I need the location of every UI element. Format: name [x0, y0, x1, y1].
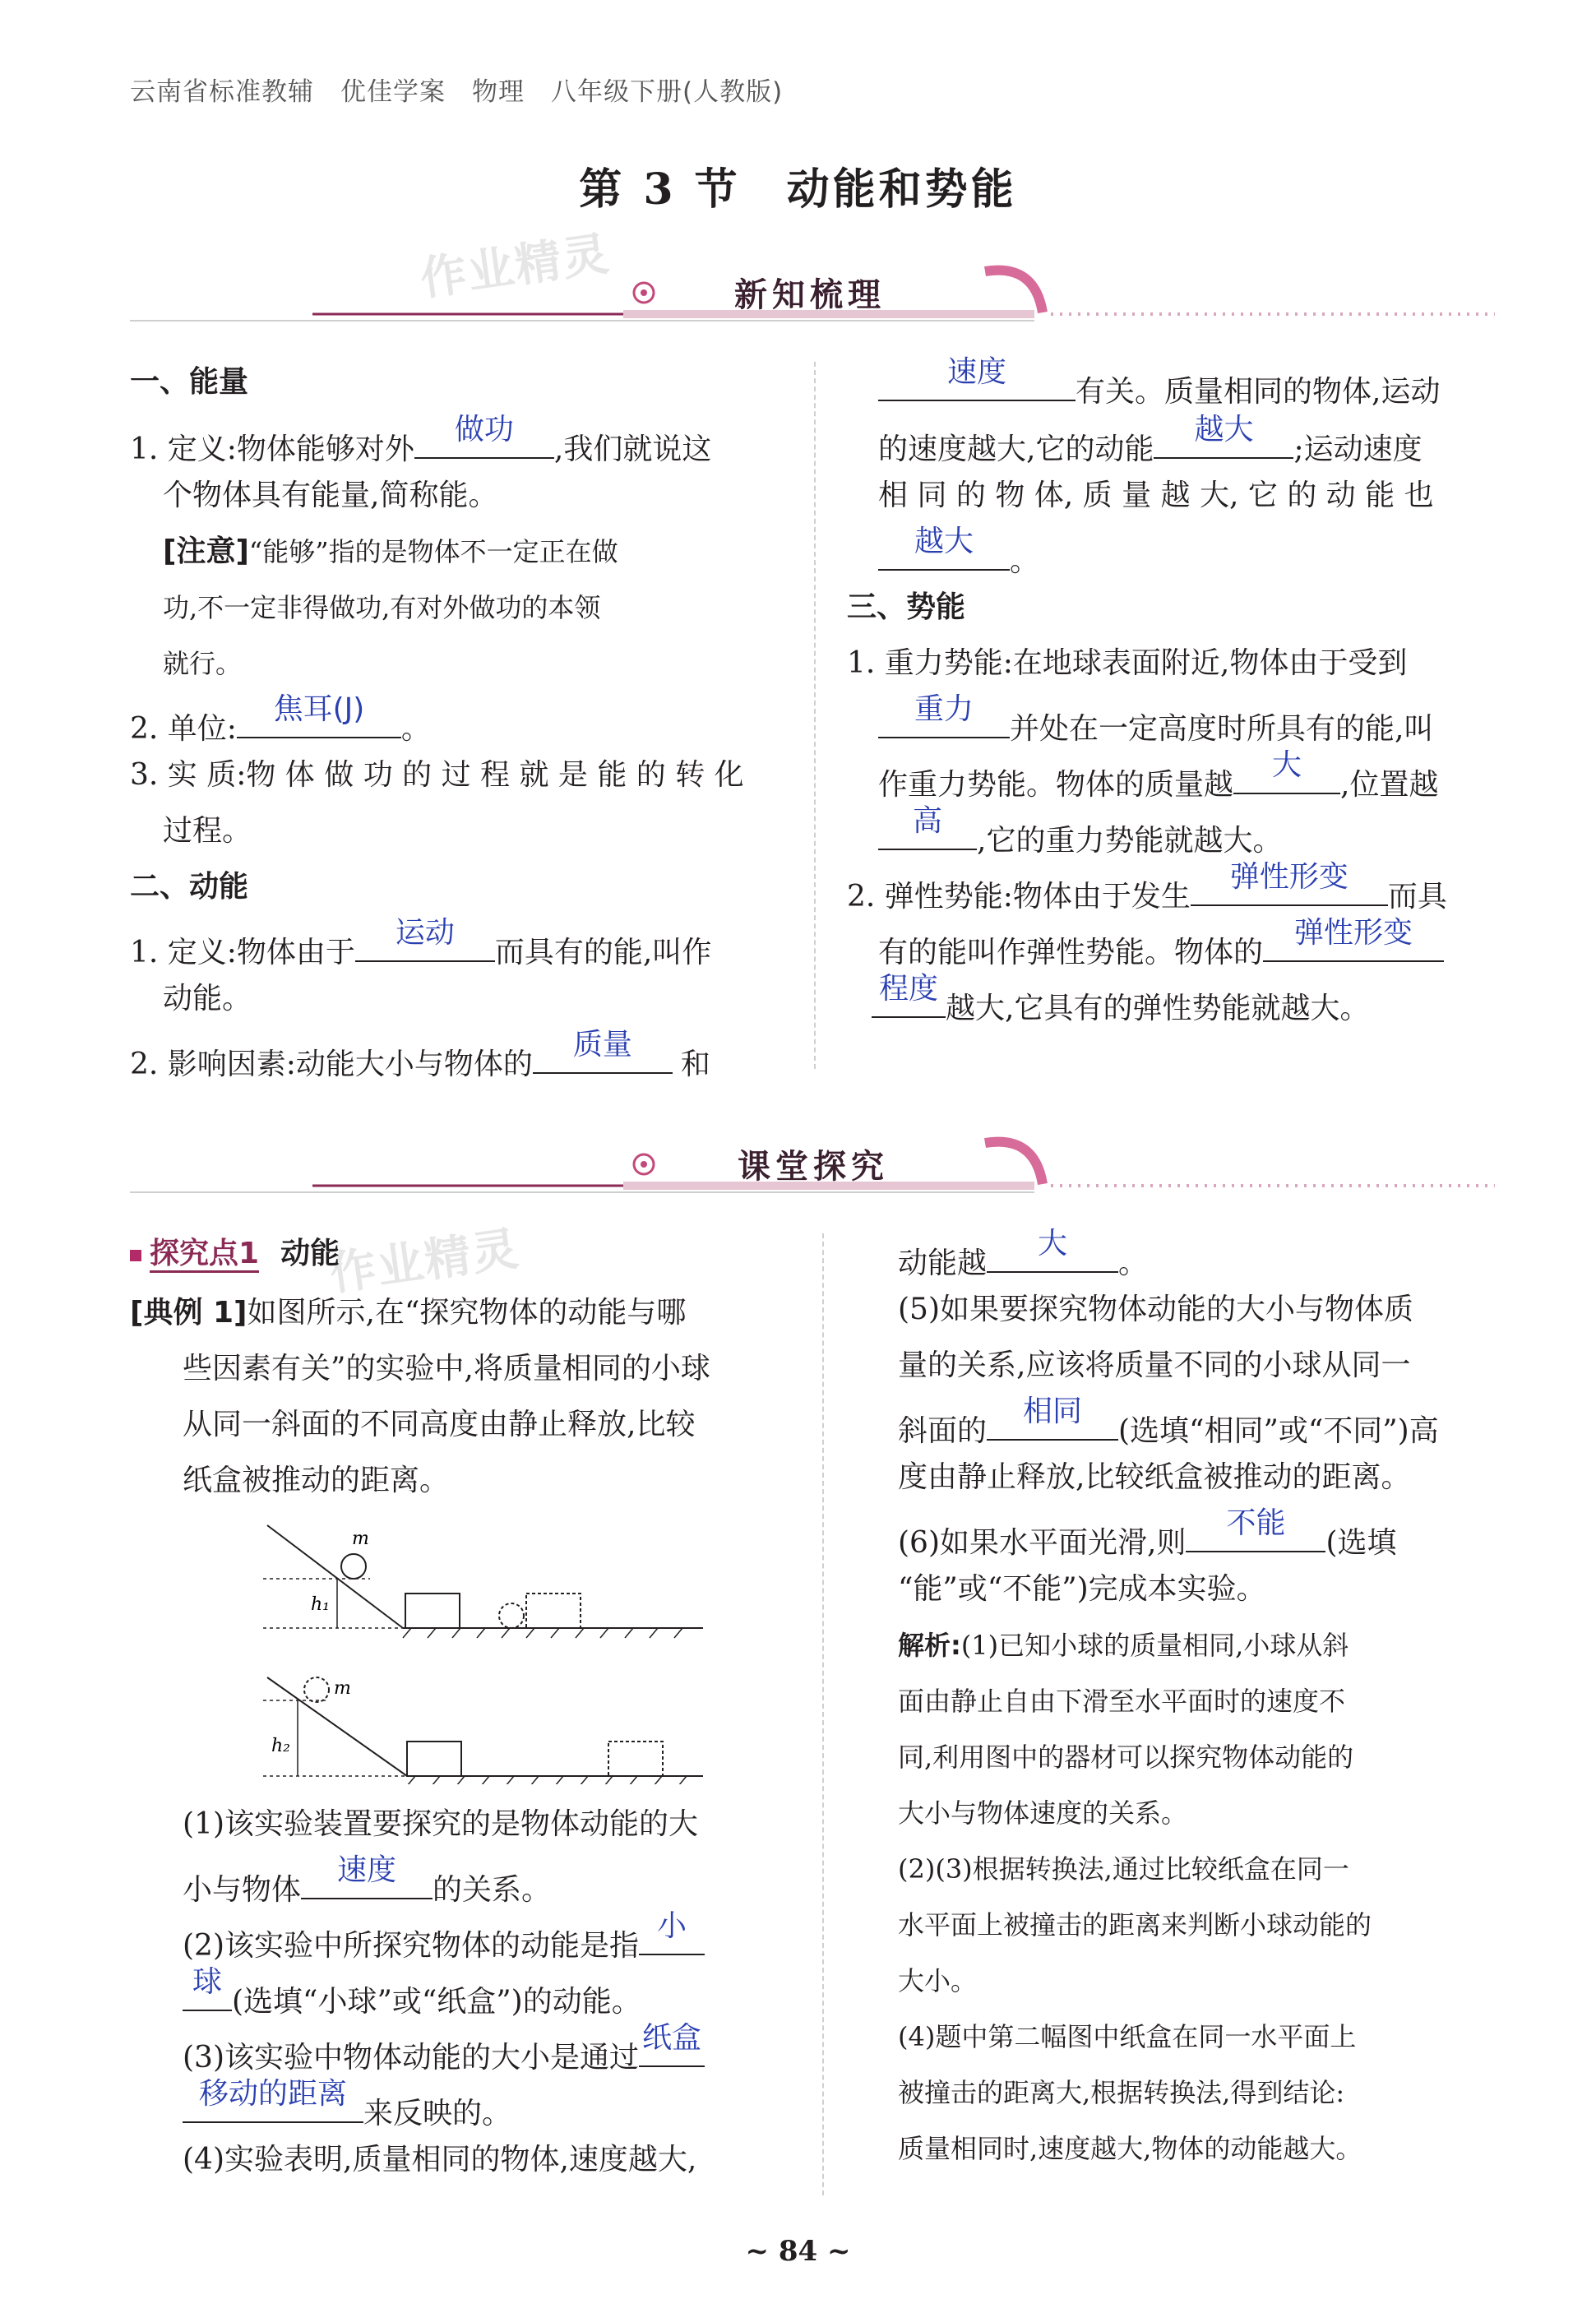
- answer-blank: 大: [1233, 756, 1340, 794]
- text-line: [典例 1]如图所示,在“探究物体的动能与哪: [130, 1296, 687, 1330]
- text-line: 个物体具有能量,简称能。: [163, 479, 498, 512]
- banner-new-knowledge: 新知梳理: [734, 275, 886, 314]
- explore-point-heading: 探究点1 动能: [130, 1235, 340, 1273]
- analysis-line: 大小。: [898, 1965, 978, 1996]
- answer-blank: 相同: [987, 1403, 1118, 1441]
- answer-blank: 越大: [878, 533, 1010, 571]
- answer-blank: 弹性形变: [1263, 924, 1444, 962]
- text-line: 球 (选填“小球”或“纸盒”)的动能。: [183, 1973, 641, 2021]
- text-line: 从同一斜面的不同高度由静止释放,比较: [183, 1408, 696, 1441]
- text-line: “能”或“不能”)完成本实验。: [898, 1572, 1266, 1606]
- text-line: (2)该实验中所探究物体的动能是指 小: [183, 1917, 705, 1965]
- text-line: (4)实验表明,质量相同的物体,速度越大,: [183, 2143, 697, 2176]
- heading-potential-energy: 三、势能: [847, 590, 966, 624]
- label-m: m: [334, 1678, 351, 1699]
- text-line: (6)如果水平面光滑,则 不能 (选填: [898, 1506, 1397, 1560]
- answer-blank: 大: [987, 1235, 1118, 1273]
- answer-blank: 运动: [355, 924, 495, 962]
- answer-blank: 弹性形变: [1191, 868, 1388, 906]
- text-line: 小与物体 速度 的关系。: [183, 1853, 552, 1907]
- text-line: (5)如果要探究物体动能的大小与物体质: [898, 1293, 1413, 1326]
- label-h2: h₂: [271, 1736, 290, 1756]
- text-line: 越大 。: [878, 533, 1039, 581]
- text-line: 1. 定义:物体能够对外 做功 ,我们就说这: [130, 413, 712, 466]
- experiment-figure: [247, 1513, 707, 1784]
- answer-blank: 做功: [414, 421, 554, 459]
- text-line: (1)该实验装置要探究的是物体动能的大: [183, 1807, 698, 1841]
- answer-blank: 速度: [301, 1862, 433, 1899]
- text-line: 相 同 的 物 体, 质 量 越 大, 它 的 动 能 也: [878, 479, 1434, 512]
- analysis-line: 解析:(1)已知小球的质量相同,小球从斜: [898, 1630, 1349, 1661]
- watermark: 作业精灵: [417, 227, 614, 307]
- answer-blank: 高: [878, 812, 977, 850]
- text-line: 动能越 大 。: [898, 1227, 1149, 1280]
- answer-blank: 速度: [878, 363, 1076, 401]
- text-line: 量的关系,应该将质量不同的小球从同一: [898, 1348, 1411, 1382]
- text-line: 速度 有关。质量相同的物体,运动: [878, 363, 1440, 411]
- text-line: 有的能叫作弹性势能。物体的 弹性形变: [878, 924, 1444, 972]
- analysis-line: (2)(3)根据转换法,通过比较纸盒在同一: [898, 1853, 1349, 1885]
- text-line: 2. 影响因素:动能大小与物体的 质量 和: [130, 1028, 710, 1081]
- analysis-line: 质量相同时,速度越大,物体的动能越大。: [898, 2133, 1362, 2164]
- text-line: 1. 定义:物体由于 运动 而具有的能,叫作: [130, 916, 712, 969]
- answer-blank: 越大: [1154, 421, 1293, 459]
- text-line: 斜面的 相同 (选填“相同”或“不同”)高: [898, 1395, 1439, 1448]
- text-line: 过程。: [163, 814, 252, 848]
- heading-energy: 一、能量: [130, 365, 249, 399]
- text-line: 度由静止释放,比较纸盒被推动的距离。: [898, 1460, 1411, 1494]
- running-header: 云南省标准教辅 优佳学案 物理 八年级下册(人教版): [130, 77, 784, 107]
- section-title: 第 3 节 动能和势能: [579, 164, 1017, 215]
- text-line: 动能。: [163, 982, 252, 1015]
- answer-blank: 重力: [878, 701, 1010, 738]
- text-line: 程度 越大,它具有的弹性势能就越大。: [872, 980, 1369, 1028]
- answer-blank: 移动的距离: [183, 2085, 363, 2123]
- analysis-line: 面由静止自由下滑至水平面时的速度不: [898, 1686, 1346, 1717]
- square-bullet-icon: [130, 1250, 141, 1261]
- answer-blank: 焦耳(J): [237, 701, 401, 738]
- analysis-line: (4)题中第二幅图中纸盒在同一水平面上: [898, 2021, 1357, 2052]
- answer-blank: 质量: [533, 1036, 673, 1074]
- answer-blank: 纸盒: [639, 2029, 705, 2067]
- text-line: 高 ,它的重力势能就越大。: [878, 812, 1282, 860]
- analysis-line: 水平面上被撞击的距离来判断小球动能的: [898, 1909, 1372, 1941]
- note-line: [注意]“能够”指的是物体不一定正在做: [163, 534, 618, 568]
- banner-class-explore: 课堂探究: [738, 1147, 889, 1186]
- text-line: 些因素有关”的实验中,将质量相同的小球: [183, 1352, 710, 1385]
- text-line: 纸盒被推动的距离。: [183, 1464, 450, 1497]
- text-line: 作重力势能。物体的质量越 大 ,位置越: [878, 748, 1439, 802]
- analysis-line: 被撞击的距离大,根据转换法,得到结论:: [898, 2077, 1345, 2108]
- text-line: 3. 实 质:物 体 做 功 的 过 程 就 是 能 的 转 化: [130, 758, 744, 792]
- text-line: 重力 并处在一定高度时所具有的能,叫: [878, 701, 1433, 748]
- heading-kinetic-energy: 二、动能: [130, 870, 249, 904]
- answer-blank: 程度: [872, 980, 946, 1018]
- analysis-line: 大小与物体速度的关系。: [898, 1797, 1188, 1829]
- label-h1: h₁: [311, 1594, 330, 1615]
- note-line: 就行。: [163, 648, 243, 679]
- text-line: 2. 弹性势能:物体由于发生 弹性形变 而具: [847, 860, 1447, 914]
- answer-blank: 小: [639, 1917, 705, 1955]
- answer-blank: 不能: [1186, 1515, 1325, 1552]
- text-line: 1. 重力势能:在地球表面附近,物体由于受到: [847, 646, 1408, 680]
- text-line: 2. 单位: 焦耳(J) 。: [130, 692, 431, 746]
- watermark: 作业精灵: [326, 1222, 524, 1302]
- text-line: 移动的距离 来反映的。: [183, 2085, 511, 2133]
- answer-blank: 球: [183, 1973, 232, 2011]
- analysis-line: 同,利用图中的器材可以探究物体动能的: [898, 1742, 1354, 1773]
- text-line: (3)该实验中物体动能的大小是通过 纸盒: [183, 2029, 705, 2077]
- text-line: 的速度越大,它的动能 越大 ;运动速度: [878, 413, 1423, 466]
- column-divider: [822, 1233, 824, 2195]
- column-divider: [814, 362, 816, 1069]
- note-line: 功,不一定非得做功,有对外做功的本领: [163, 592, 601, 623]
- page-number: ~ 84 ~: [745, 2235, 851, 2268]
- label-m: m: [352, 1529, 369, 1549]
